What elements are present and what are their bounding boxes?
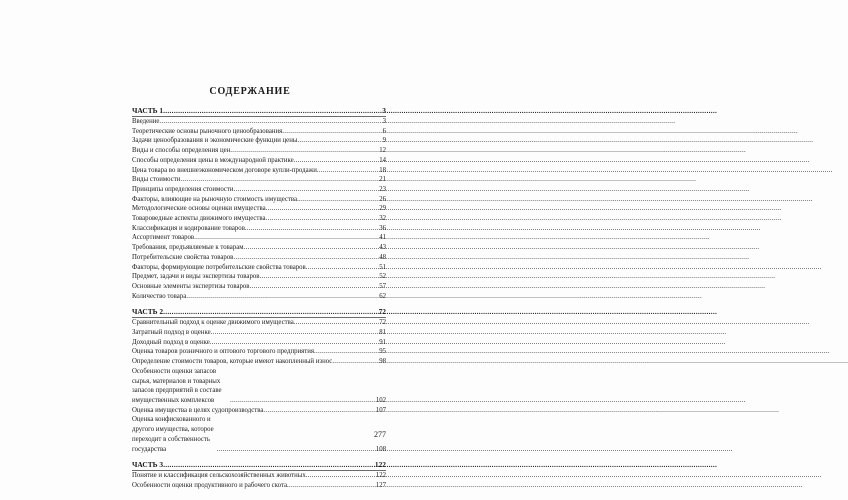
toc-entry[interactable]: Затратный подход в оценке ..... 81: [132, 328, 386, 338]
page-number: 277: [374, 430, 386, 439]
toc-entry[interactable]: Ассортимент товаров ..... 41: [132, 233, 386, 243]
toc-entry[interactable]: Введение ..... 3: [132, 117, 386, 127]
toc-part-heading[interactable]: ЧАСТЬ 3 ..... 122: [132, 459, 386, 471]
toc-entry[interactable]: Принципы определения стоимости ..... 23: [132, 185, 386, 195]
toc-entry[interactable]: Особенности оценки продуктивного и рабочего скота ..... 127: [132, 481, 386, 491]
toc-entry[interactable]: Факторы, влияющие на рыночную стоимость имущества ..... 26: [132, 195, 386, 205]
toc-entry[interactable]: Теоретические основы рыночного ценообразования ..... 6: [132, 127, 386, 137]
toc-entry[interactable]: Количество товара ..... 62: [132, 292, 386, 302]
toc-entry[interactable]: Требования, предъявляемые к товарам ..... 43: [132, 243, 386, 253]
toc-entry[interactable]: Цена товара во внешнеэкономическом договоре купли-продажи ..... 18: [132, 166, 386, 176]
toc-entry[interactable]: Способы определения цены в международной практике ..... 14: [132, 156, 386, 166]
toc-entry[interactable]: Оценка имущества в целях судопроизводства ..... 107: [132, 406, 386, 416]
toc-entry[interactable]: Предмет, задачи и виды экспертизы товаров ..... 52: [132, 272, 386, 282]
toc-entry[interactable]: Доходный подход в оценке ..... 91: [132, 338, 386, 348]
toc-section-part-1: [132, 105, 386, 301]
toc-entry[interactable]: Особенности оценки запасов сырья, материалов и товарных запасов предприятий в составе имущественных комплексов ..... 102: [132, 367, 386, 406]
toc-entry[interactable]: Факторы, формирующие потребительские свойства товаров ..... 51: [132, 263, 386, 273]
toc-entry[interactable]: Классификация и кодирование товаров ..... 36: [132, 224, 386, 234]
toc-entry[interactable]: Виды и способы определения цен ..... 12: [132, 146, 386, 156]
toc-entry[interactable]: Определение стоимости товаров, которые имеют накопленный износ ..... 98: [132, 357, 386, 367]
toc-heading: СОДЕРЖАНИЕ: [209, 86, 291, 97]
toc-entry[interactable]: Сравнительный подход к оценке движимого имущества ..... 72: [132, 318, 386, 328]
toc-entry[interactable]: Задачи ценообразования и экономические функции цены ..... 9: [132, 136, 386, 146]
toc-section-part-2: [132, 306, 386, 454]
toc-part-heading[interactable]: ЧАСТЬ 1 ..... 3: [132, 105, 386, 117]
toc-entry[interactable]: Оценка товаров розничного и оптового торгового предприятия ..... 95: [132, 347, 386, 357]
toc-entry[interactable]: Виды стоимости ..... 21: [132, 175, 386, 185]
toc-entry[interactable]: Оценка конфискованного и другого имущества, которое переходит в собственность государства ..... 108: [132, 415, 386, 454]
toc-entry[interactable]: Основные элементы экспертизы товаров ..... 57: [132, 282, 386, 292]
toc-entry[interactable]: Понятие и классификация сельскохозяйственных животных ..... 122: [132, 471, 386, 481]
table-of-contents: [132, 105, 386, 496]
toc-entry[interactable]: Товароведные аспекты движимого имущества ..... 32: [132, 214, 386, 224]
toc-entry[interactable]: Методологические основы оценки имущества ..... 29: [132, 204, 386, 214]
toc-entry[interactable]: Потребительские свойства товаров ..... 48: [132, 253, 386, 263]
toc-part-heading[interactable]: ЧАСТЬ 2 ..... 72: [132, 306, 386, 318]
toc-section-part-3: [132, 459, 386, 490]
